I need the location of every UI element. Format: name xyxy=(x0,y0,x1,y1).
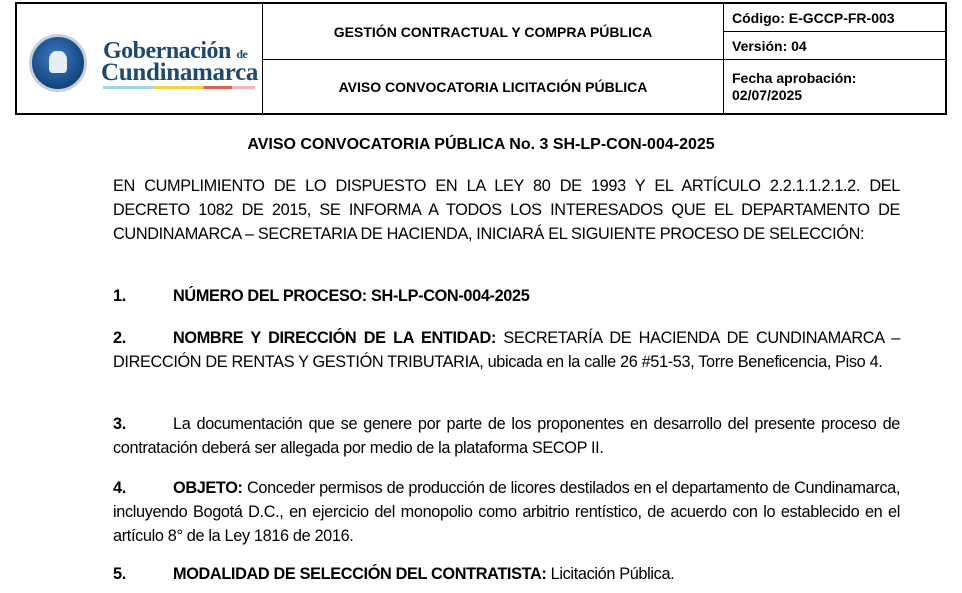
intro-paragraph: EN CUMPLIMIENTO DE LO DISPUESTO EN LA LEY 80 DE 1993 Y EL ARTÍCULO 2.2.1.1.2.1.2. DEL DECRETO 1082 DE 2015, SE INFORMA A TODOS LOS INTERESADOS QUE EL DEPARTAMENTO DE CUNDINAMARCA – SECRETARIA DE HACIENDA, INICIARÁ EL SIGUIENTE PROCESO DE SELECCIÓN: xyxy=(113,177,900,243)
item-heading: OBJETO: xyxy=(173,479,243,497)
item-heading: NOMBRE Y DIRECCIÓN DE LA ENTIDAD: xyxy=(173,329,496,347)
list-item xyxy=(113,412,900,460)
item-text: Conceder permisos de producción de licores destilados en el departamento de Cundinamarca, incluyendo Bogotá D.C., en ejercicio del monopolio como arbitrio rentístico, de acuerdo con lo establecido en el artículo 8° de la Ley 1816 de 2016. xyxy=(113,479,900,545)
logo xyxy=(17,4,263,113)
item-text: SECRETARÍA DE HACIENDA DE CUNDINAMARCA – DIRECCIÓN DE RENTAS Y GESTIÓN TRIBUTARIA, ubicada en la calle 26 #51-53, Torre Beneficencia, Piso 4. xyxy=(113,329,900,371)
logo-de: de xyxy=(236,47,248,61)
fecha-aprobacion xyxy=(724,60,945,113)
codigo: Código: E-GCCP-FR-003 xyxy=(724,4,945,32)
version: Versión: 04 xyxy=(724,32,945,60)
fecha-label: Fecha aprobación: xyxy=(732,70,857,86)
emblem-icon xyxy=(29,34,87,92)
item-text: La documentación que se genere por parte de los proponentes en desarrollo del presente proceso de contratación deberá ser allegada por medio de la plataforma SECOP II. xyxy=(113,415,900,457)
item-heading: MODALIDAD DE SELECCIÓN DEL CONTRATISTA: xyxy=(173,565,547,583)
logo-line1: Gobernación xyxy=(103,38,231,64)
list-item xyxy=(113,476,900,548)
item-number: 4. xyxy=(113,479,126,497)
document-header xyxy=(15,2,947,115)
list-item xyxy=(113,284,900,308)
document-type: AVISO CONVOCATORIA LICITACIÓN PÚBLICA xyxy=(263,60,724,113)
fecha-value: 02/07/2025 xyxy=(732,87,803,103)
item-heading: NÚMERO DEL PROCESO: SH-LP-CON-004-2025 xyxy=(173,287,530,305)
list-item xyxy=(113,562,900,586)
area-title: GESTIÓN CONTRACTUAL Y COMPRA PÚBLICA xyxy=(263,4,724,60)
item-number: 1. xyxy=(113,287,126,305)
item-text: Licitación Pública. xyxy=(546,565,675,583)
item-number: 5. xyxy=(113,565,126,583)
logo-line2: Cundinamarca xyxy=(101,59,259,86)
list-item xyxy=(113,326,900,374)
logo-color-bar xyxy=(103,86,255,89)
item-number: 2. xyxy=(113,329,126,347)
page-title: AVISO CONVOCATORIA PÚBLICA No. 3 SH-LP-CON-004-2025 xyxy=(247,136,715,153)
item-number: 3. xyxy=(113,415,126,433)
